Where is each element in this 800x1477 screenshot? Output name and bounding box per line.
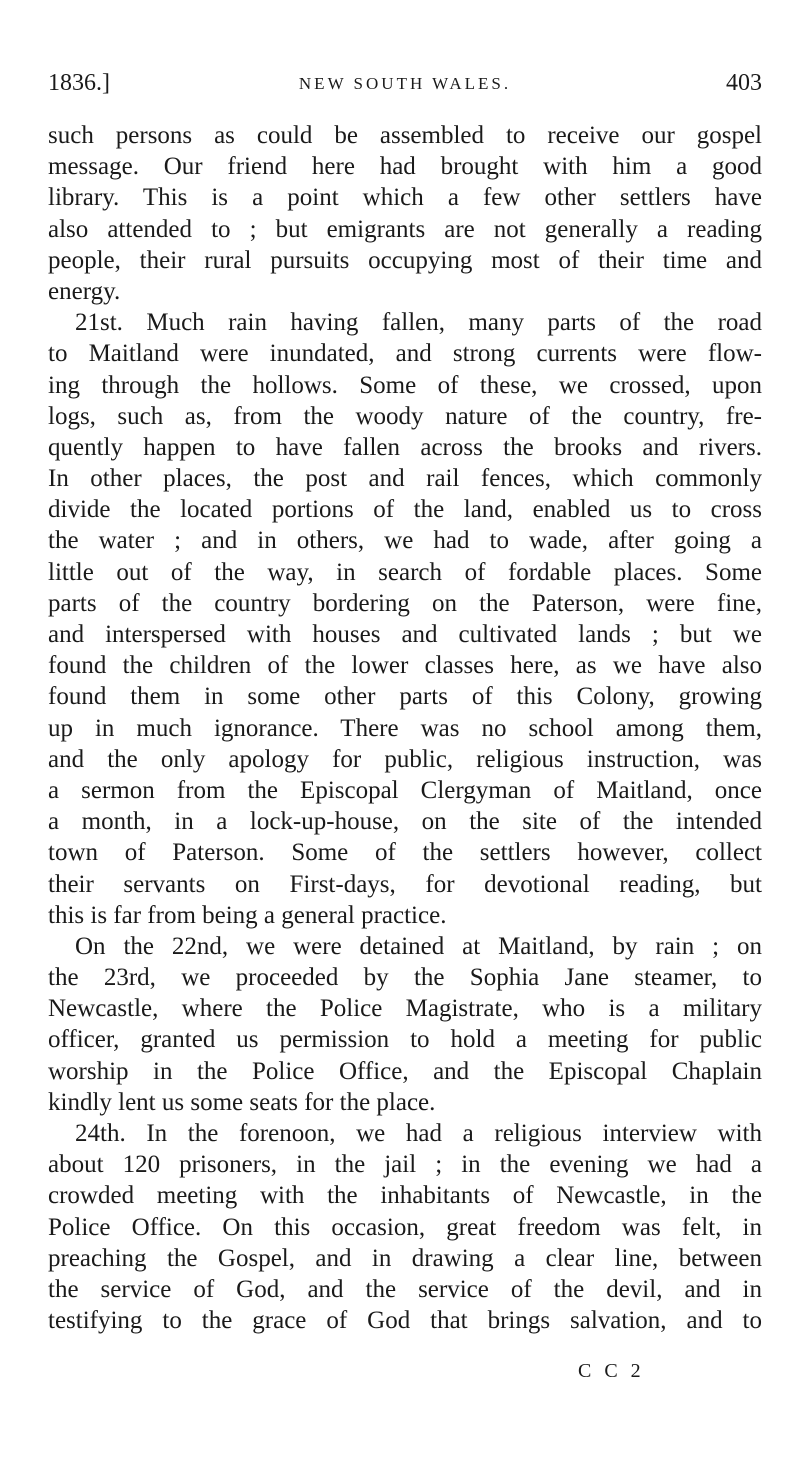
signature-mark: C C 2 <box>578 1360 645 1382</box>
text-line: worship in the Police Office, and the Episcopal Chaplain <box>48 1057 762 1085</box>
text-line: ing through the hollows. Some of these, we crossed, upon <box>48 371 762 399</box>
text-line: divide the located portions of the land, enabled us to cross <box>48 496 762 524</box>
text-line: officer, granted us permission to hold a meeting for public <box>48 1026 762 1054</box>
text-line: testifying to the grace of God that brings salvation, and to <box>48 1307 762 1335</box>
text-line: the water ; and in others, we had to wade, after going a <box>48 527 762 555</box>
text-line: the 23rd, we proceeded by the Sophia Jane steamer, to <box>48 964 762 992</box>
text-line: up in much ignorance. There was no school among them, <box>48 714 762 742</box>
running-title: NEW SOUTH WALES. <box>298 74 512 93</box>
text-line: to Maitland were inundated, and strong currents were flow- <box>48 340 762 368</box>
text-line: quently happen to have fallen across the brooks and rivers. <box>48 433 762 461</box>
text-line: In other places, the post and rail fences, which commonly <box>48 465 762 493</box>
paragraph-start-line: 24th. In the forenoon, we had a religious interview with <box>75 1120 762 1147</box>
text-line: also attended to ; but emigrants are not generally a reading <box>48 215 762 243</box>
text-line: and interspersed with houses and cultivated lands ; but we <box>48 621 762 648</box>
header-year: 1836.] <box>48 70 110 96</box>
text-line: the service of God, and the service of the devil, and in <box>48 1275 762 1303</box>
paragraph-start-line: On the 22nd, we were detained at Maitland, by rain ; on <box>75 932 762 960</box>
text-line: their servants on First-days, for devotional reading, but <box>48 870 762 898</box>
text-line: parts of the country bordering on the Paterson, were fine, <box>48 589 762 617</box>
text-line: logs, such as, from the woody nature of the country, fre- <box>48 402 762 430</box>
text-line: crowded meeting with the inhabitants of Newcastle, in the <box>48 1182 762 1210</box>
text-line: such persons as could be assembled to receive our gospel <box>48 122 762 149</box>
text-line: and the only apology for public, religious instruction, was <box>48 745 762 773</box>
paragraph-start-line: 21st. Much rain having fallen, many parts of the road <box>75 309 762 337</box>
text-line: preaching the Gospel, and in drawing a clear line, between <box>48 1244 762 1272</box>
text-line: little out of the way, in search of fordable places. Some <box>48 558 762 586</box>
text-line: library. This is a point which a few other settlers have <box>48 184 762 212</box>
body-text <box>48 120 762 1336</box>
text-line: found the children of the lower classes here, as we have also <box>48 652 762 680</box>
text-line: a sermon from the Episcopal Clergyman of Maitland, once <box>48 776 762 804</box>
text-line: kindly lent us some seats for the place. <box>48 1088 436 1116</box>
text-line: found them in some other parts of this Colony, growing <box>48 683 762 711</box>
text-line: about 120 prisoners, in the jail ; in the evening we had a <box>48 1151 762 1179</box>
text-line: town of Paterson. Some of the settlers however, collect <box>48 839 762 867</box>
page-number: 403 <box>726 70 762 96</box>
text-line: people, their rural pursuits occupying most of their time and <box>48 246 762 274</box>
text-line: message. Our friend here had brought with him a good <box>48 153 762 181</box>
text-line: Police Office. On this occasion, great freedom was felt, in <box>48 1213 762 1241</box>
text-line: energy. <box>48 277 121 305</box>
running-header <box>48 70 762 104</box>
text-line: this is far from being a general practice. <box>48 901 447 929</box>
text-line: Newcastle, where the Police Magistrate, who is a military <box>48 995 762 1023</box>
text-line: a month, in a lock-up-house, on the site of the intended <box>48 808 762 836</box>
